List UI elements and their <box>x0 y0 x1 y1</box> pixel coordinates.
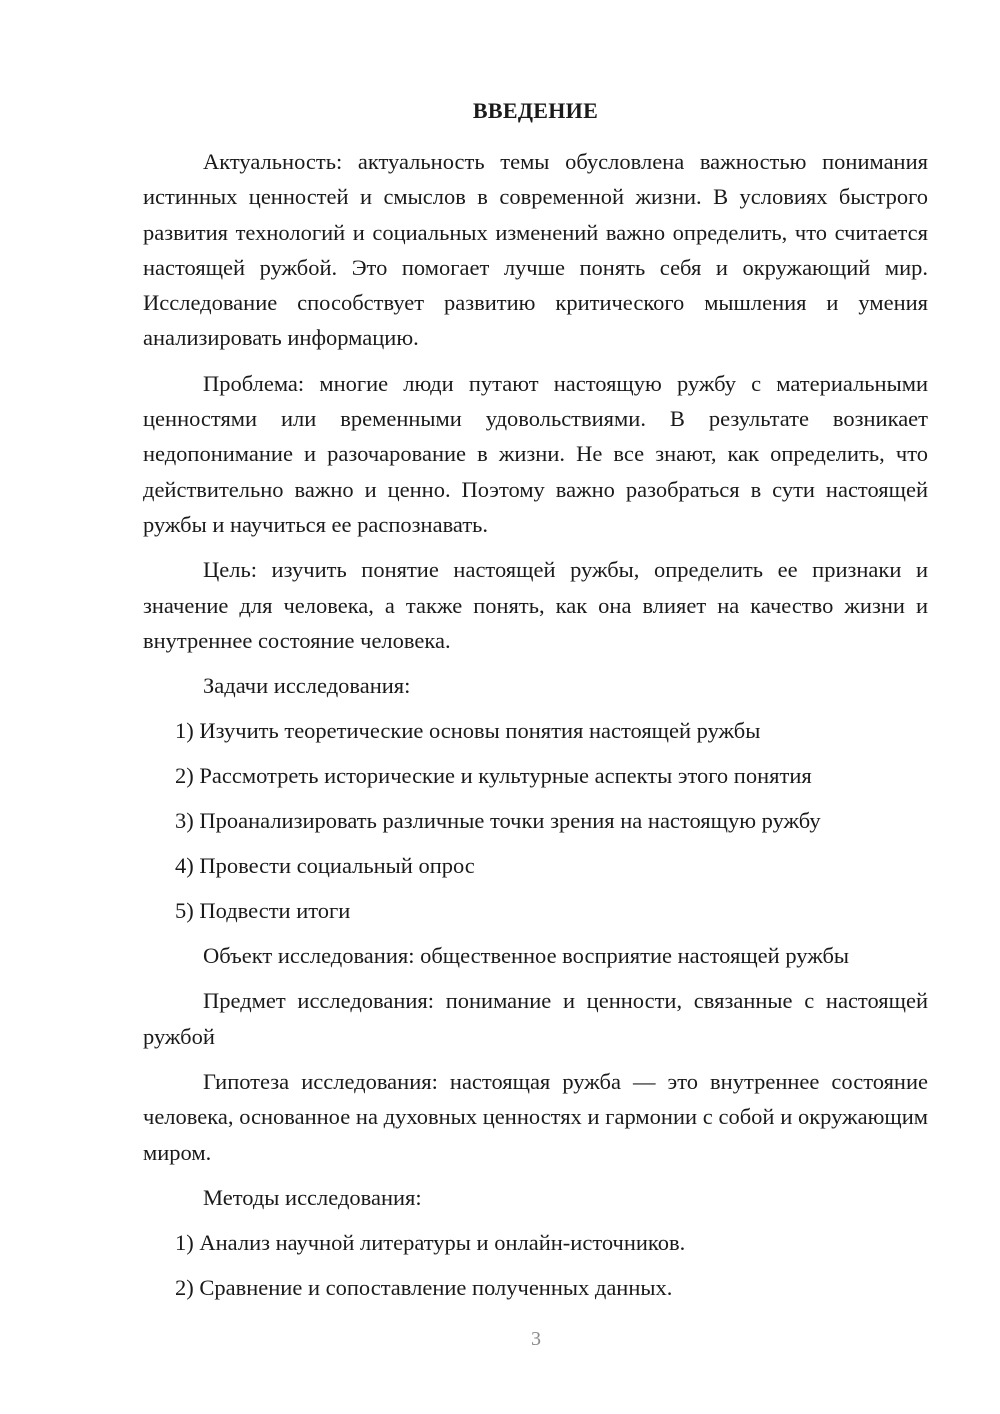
task-item: 5) Подвести итоги <box>175 898 351 924</box>
task-item: 2) Рассмотреть исторические и культурные аспекты этого понятия <box>175 763 812 789</box>
method-item: 1) Анализ научной литературы и онлайн-источников. <box>175 1229 686 1255</box>
paragraph-hypothesis: Гипотеза исследования: настоящая ружба — это внутреннее состояние человека, основанное на духовных ценностях и гармонии с собой и окружающим миром. <box>143 1069 928 1165</box>
paragraph-subject: Предмет исследования: понимание и ценности, связанные с настоящей ружбой <box>143 988 928 1049</box>
task-item: 4) Провести социальный опрос <box>175 853 475 879</box>
task-item: 1) Изучить теоретические основы понятия настоящей ружбы <box>175 718 761 744</box>
page-content <box>143 96 928 1315</box>
paragraph-goal: Цель: изучить понятие настоящей ружбы, определить ее признаки и значение для человека, а также понять, как она влияет на качество жизни и внутреннее состояние человека. <box>143 557 928 653</box>
paragraph-relevance: Актуальность: актуальность темы обусловлена важностью понимания истинных ценностей и смыслов в современной жизни. В условиях быстрого развития технологий и социальных изменений важно определить, что считается настоящей ружбой. Это помогает лучше понять себя и окружающий мир. Исследование способствует развитию критического мышления и умения анализировать информацию. <box>143 149 928 351</box>
task-item: 3) Проанализировать различные точки зрения на настоящую ружбу <box>175 808 821 834</box>
methods-list <box>143 1225 928 1305</box>
method-item: 2) Сравнение и сопоставление полученных данных. <box>175 1274 673 1300</box>
paragraph-object: Объект исследования: общественное восприятие настоящей ружбы <box>203 943 850 969</box>
page-number: 3 <box>531 1328 541 1350</box>
page-title: ВВЕДЕНИЕ <box>472 98 599 123</box>
tasks-heading: Задачи исследования: <box>203 673 411 699</box>
tasks-list <box>143 713 928 928</box>
methods-heading: Методы исследования: <box>203 1184 422 1210</box>
paragraph-problem: Проблема: многие люди путают настоящую ружбу с материальными ценностями или временными удовольствиями. В результате возникает недопонимание и разочарование в жизни. Не все знают, как определить, что действительно важно и ценно. Поэтому важно разобраться в сути настоящей ружбы и научиться ее распознавать. <box>143 370 928 537</box>
